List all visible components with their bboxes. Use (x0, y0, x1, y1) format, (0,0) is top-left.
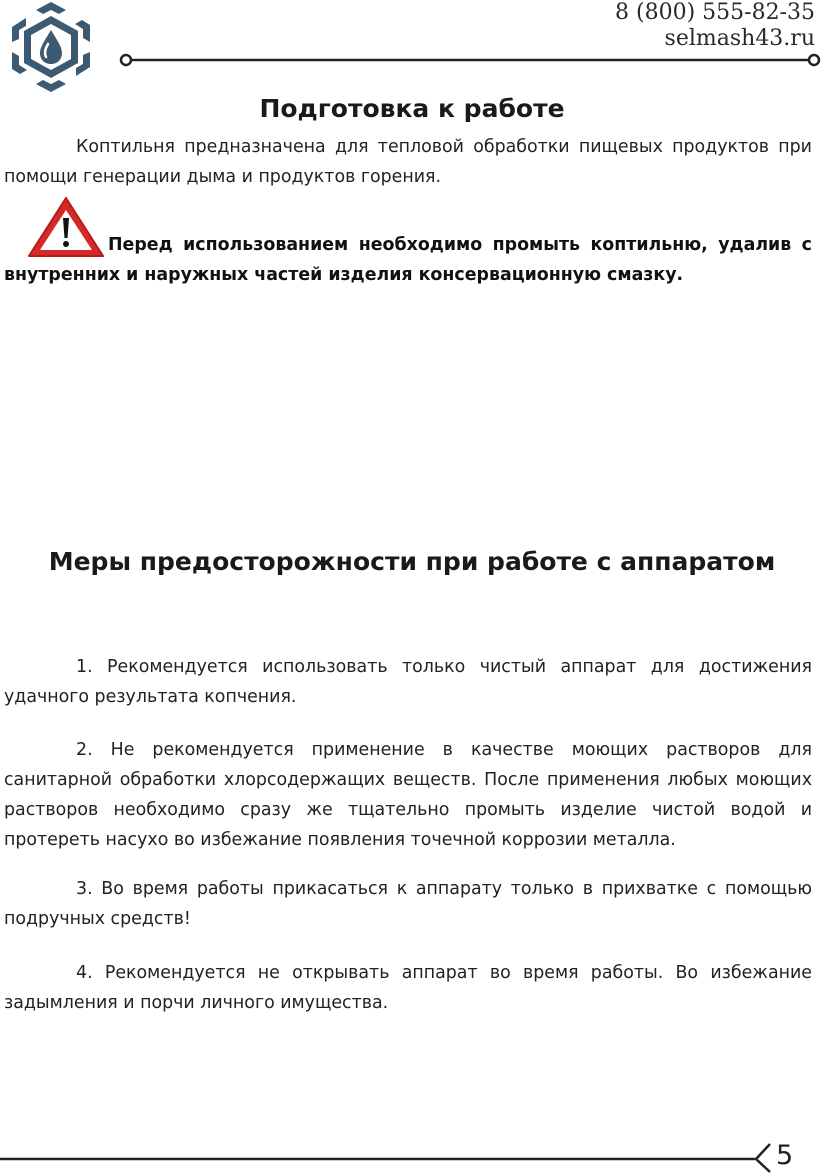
section-title-precautions: Меры предосторожности при работе с аппаратом (48, 547, 776, 576)
header-divider (118, 50, 822, 70)
warning-message: Перед использованием необходимо промыть коптильню, удалив с внутренних и наружных частей изделия консервационную смазку. (4, 235, 812, 285)
precaution-item: 4. Рекомендуется не открывать аппарат во время работы. Во избежание задымления и порчи личного имущества. (4, 963, 812, 1013)
intro-paragraph: Коптильня предназначена для тепловой обработки пищевых продуктов при помощи генерации дыма и продуктов горения. (4, 137, 812, 187)
page-number: 5 (776, 1140, 794, 1171)
precaution-item: 1. Рекомендуется использовать только чистый аппарат для достижения удачного результата копчения. (4, 657, 812, 707)
section-title-preparation: Подготовка к работе (259, 94, 565, 123)
footer-divider (0, 1140, 774, 1174)
precaution-item: 3. Во время работы прикасаться к аппарату только в прихватке с помощью подручных средств! (4, 879, 812, 929)
header-contacts (615, 0, 815, 52)
company-logo-icon (4, 0, 98, 94)
phone-number: 8 (800) 555-82-35 (615, 0, 815, 25)
website-address: selmash43.ru (664, 26, 815, 51)
precaution-item: 2. Не рекомендуется применение в качестве моющих растворов для санитарной обработки хлорсодержащих веществ. После применения любых моющих растворов необходимо сразу же тщательно промыть изделие чистой водой и протереть насухо во избежание появления точечной коррозии металла. (4, 740, 812, 850)
